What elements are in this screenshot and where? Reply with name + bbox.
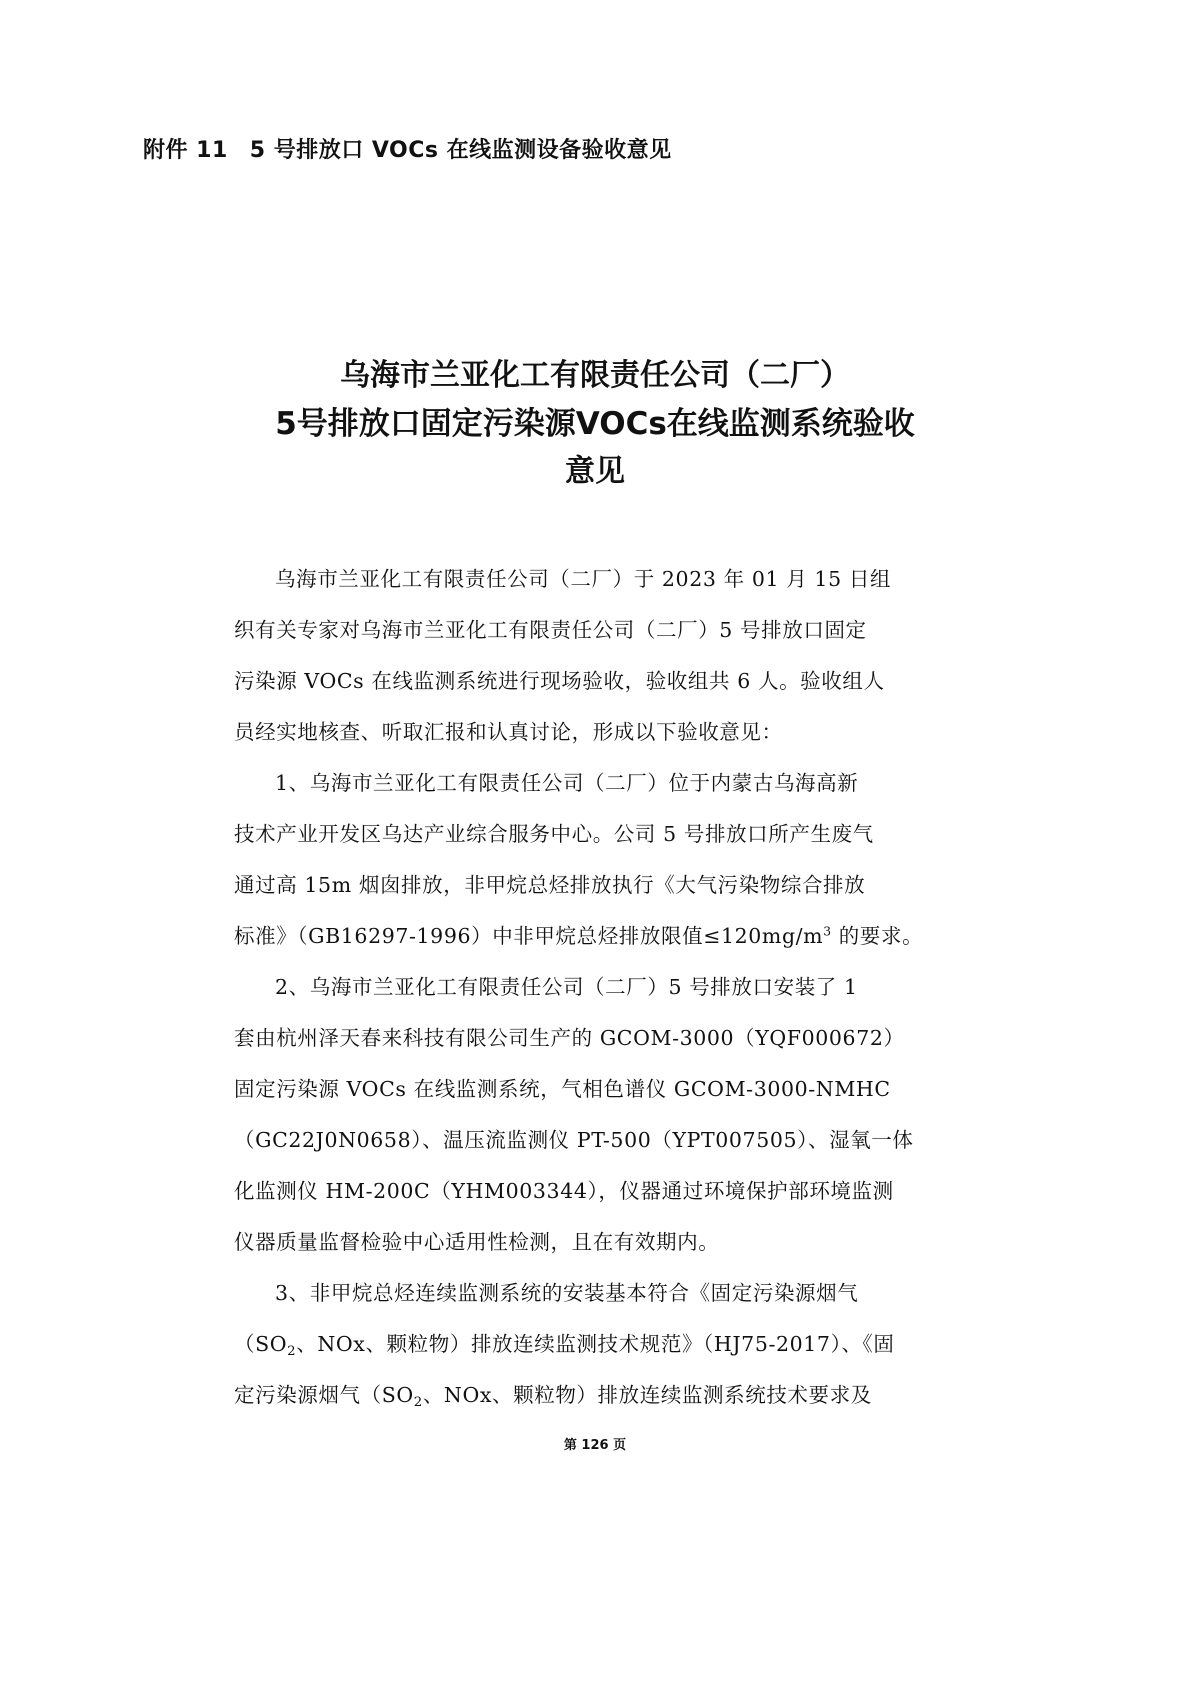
text-line: 技术产业开发区乌达产业综合服务中心。公司 5 号排放口所产生废气: [234, 822, 874, 846]
text-line: 2、乌海市兰亚化工有限责任公司（二厂）5 号排放口安装了 1: [275, 975, 858, 999]
text-line: [234, 911, 924, 962]
text-run: 的要求。: [831, 924, 924, 948]
page-number: 第 126 页: [563, 1438, 627, 1453]
subscript: 2: [287, 1343, 297, 1359]
text-run: 标准》（GB16297-1996）中非甲烷总烃排放限值≤120mg/m: [234, 924, 824, 948]
superscript: 3: [823, 924, 832, 939]
paragraph-intro: [234, 554, 898, 758]
text-run: （SO: [234, 1332, 288, 1356]
text-line: 通过高 15m 烟囱排放，非甲烷总烃排放执行《大气污染物综合排放: [234, 873, 866, 897]
text-line: 1、乌海市兰亚化工有限责任公司（二厂）位于内蒙古乌海高新: [275, 771, 859, 795]
annex-label: 附件 11: [143, 138, 228, 163]
paragraph-item-3: [234, 1268, 898, 1421]
text-run: 、NOx、颗粒物）排放连续监测系统技术要求及: [422, 1383, 872, 1407]
title-line-2: 5号排放口固定污染源VOCs在线监测系统验收: [275, 406, 915, 442]
title-line-1: 乌海市兰亚化工有限责任公司（二厂）: [340, 358, 850, 393]
document-title: [180, 352, 1010, 496]
annex-heading: [143, 136, 672, 166]
title-line-3: 意见: [565, 454, 625, 489]
text-line: 员经实地核查、听取汇报和认真讨论，形成以下验收意见：: [234, 720, 783, 744]
text-line: 乌海市兰亚化工有限责任公司（二厂）于 2023 年 01 月 15 日组: [275, 567, 892, 591]
text-line: 固定污染源 VOCs 在线监测系统，气相色谱仪 GCOM-3000-NMHC: [234, 1077, 891, 1101]
text-line: 套由杭州泽天春来科技有限公司生产的 GCOM-3000（YQF000672）: [234, 1026, 905, 1050]
body-text: [234, 554, 924, 1421]
text-run: 、NOx、颗粒物）排放连续监测技术规范》（HJ75-2017）、《固: [296, 1332, 895, 1356]
text-line: 3、非甲烷总烃连续监测系统的安装基本符合《固定污染源烟气: [275, 1281, 859, 1305]
text-run: 定污染源烟气（SO: [234, 1383, 414, 1407]
paragraph-item-2: [234, 962, 914, 1268]
text-line: 仪器质量监督检验中心适用性检测，且在有效期内。: [234, 1230, 720, 1254]
text-line: [234, 1319, 898, 1370]
text-line: （GC22J0N0658）、温压流监测仪 PT-500（YPT007505）、湿氧一体: [234, 1128, 914, 1152]
subscript: 2: [413, 1394, 423, 1410]
text-line: 污染源 VOCs 在线监测系统进行现场验收，验收组共 6 人。验收组人: [234, 669, 885, 693]
text-line: 织有关专家对乌海市兰亚化工有限责任公司（二厂）5 号排放口固定: [234, 618, 867, 642]
text-line: 化监测仪 HM-200C（YHM003344），仪器通过环境保护部环境监测: [234, 1179, 894, 1203]
paragraph-item-1: [234, 758, 924, 962]
annex-title: 5 号排放口 VOCs 在线监测设备验收意见: [249, 138, 672, 163]
text-line: [234, 1370, 898, 1421]
